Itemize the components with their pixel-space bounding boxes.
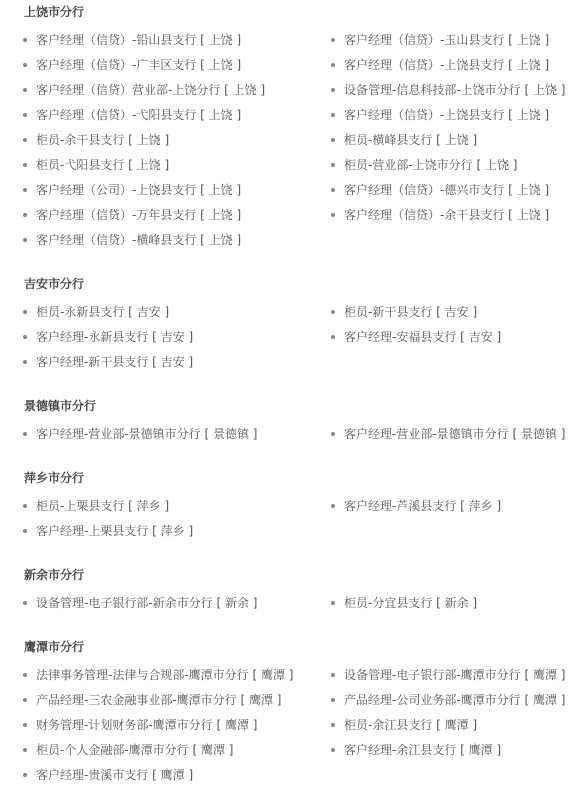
job-title-text: 产品经理-三农金融事业部-鹰潭市分行 [ 鹰潭 ] — [36, 693, 282, 707]
branch-title: 萍乡市分行 — [24, 471, 85, 485]
job-list-item[interactable] — [308, 56, 578, 81]
bullet-icon — [23, 113, 27, 117]
bullet-icon — [23, 748, 27, 752]
job-list-item[interactable] — [0, 328, 308, 353]
job-list-item[interactable] — [308, 31, 578, 56]
bullet-icon — [23, 138, 27, 142]
bullet-icon — [331, 432, 335, 436]
job-title-text: 客户经理（信贷）-德兴市支行 [ 上饶 ] — [344, 183, 550, 197]
bullet-icon — [331, 335, 335, 339]
job-list-item[interactable] — [0, 303, 308, 328]
job-list-item[interactable] — [308, 206, 578, 231]
job-title-text: 客户经理-余江县支行 [ 鹰潭 ] — [344, 743, 502, 757]
job-list-item[interactable] — [0, 353, 308, 378]
job-list-item[interactable] — [0, 81, 308, 106]
job-list — [0, 31, 578, 256]
bullet-icon — [23, 432, 27, 436]
job-title-text: 产品经理-公司业务部-鹰潭市分行 [ 鹰潭 ] — [344, 693, 566, 707]
bullet-icon — [23, 335, 27, 339]
job-title-text: 设备管理-电子银行部-鹰潭市分行 [ 鹰潭 ] — [344, 668, 566, 682]
bullet-icon — [23, 723, 27, 727]
job-title-text: 客户经理-新干县支行 [ 吉安 ] — [36, 355, 194, 369]
bullet-icon — [331, 748, 335, 752]
job-list-item[interactable] — [0, 522, 308, 547]
bullet-icon — [331, 213, 335, 217]
job-list-item[interactable] — [308, 425, 578, 450]
job-list-item[interactable] — [0, 131, 308, 156]
branch-title: 鹰潭市分行 — [24, 640, 85, 654]
job-title-text: 客户经理（信贷）-上饶县支行 [ 上饶 ] — [344, 108, 550, 122]
job-list-item[interactable] — [0, 206, 308, 231]
job-title-text: 客户经理（信贷）-广丰区支行 [ 上饶 ] — [36, 58, 242, 72]
bullet-icon — [23, 188, 27, 192]
bullet-icon — [331, 113, 335, 117]
bullet-icon — [23, 310, 27, 314]
job-list-item[interactable] — [308, 716, 578, 741]
job-title-text: 柜员-余干县支行 [ 上饶 ] — [36, 133, 170, 147]
job-list-item[interactable] — [0, 666, 308, 691]
job-title-text: 客户经理（信贷）营业部-上饶分行 [ 上饶 ] — [36, 83, 266, 97]
job-title-text: 客户经理-安福县支行 [ 吉安 ] — [344, 330, 502, 344]
job-title-text: 客户经理-营业部-景德镇市分行 [ 景德镇 ] — [36, 427, 258, 441]
job-title-text: 客户经理（信贷）-铅山县支行 [ 上饶 ] — [36, 33, 242, 47]
job-title-text: 客户经理（信贷）-横峰县支行 [ 上饶 ] — [36, 233, 242, 247]
job-title-text: 客户经理（信贷）-玉山县支行 [ 上饶 ] — [344, 33, 550, 47]
bullet-icon — [23, 88, 27, 92]
job-title-text: 柜员-永新县支行 [ 吉安 ] — [36, 305, 170, 319]
bullet-icon — [331, 38, 335, 42]
job-title-text: 柜员-余江县支行 [ 鹰潭 ] — [344, 718, 478, 732]
bullet-icon — [23, 238, 27, 242]
job-title-text: 设备管理-信息科技部-上饶市分行 [ 上饶 ] — [344, 83, 566, 97]
job-title-text: 柜员-新干县支行 [ 吉安 ] — [344, 305, 478, 319]
job-title-text: 柜员-分宜县支行 [ 新余 ] — [344, 596, 478, 610]
job-list-item[interactable] — [308, 81, 578, 106]
bullet-icon — [23, 601, 27, 605]
job-list-item[interactable] — [0, 231, 308, 256]
job-list-item[interactable] — [0, 31, 308, 56]
job-title-text: 柜员-上栗县支行 [ 萍乡 ] — [36, 499, 170, 513]
job-title-text: 柜员-弋阳县支行 [ 上饶 ] — [36, 158, 170, 172]
job-title-text: 法律事务管理-法律与合规部-鹰潭市分行 [ 鹰潭 ] — [36, 668, 294, 682]
job-title-text: 柜员-横峰县支行 [ 上饶 ] — [344, 133, 478, 147]
bullet-icon — [23, 163, 27, 167]
job-list-item[interactable] — [308, 691, 578, 716]
bullet-icon — [331, 138, 335, 142]
job-list-item[interactable] — [308, 131, 578, 156]
job-list-item[interactable] — [0, 766, 308, 791]
branch-title: 吉安市分行 — [24, 277, 85, 291]
bullet-icon — [331, 63, 335, 67]
job-list-item[interactable] — [0, 716, 308, 741]
job-list-item[interactable] — [0, 594, 308, 619]
job-list-item[interactable] — [0, 156, 308, 181]
bullet-icon — [23, 38, 27, 42]
job-list-item[interactable] — [0, 56, 308, 81]
bullet-icon — [331, 601, 335, 605]
job-title-text: 客户经理（信贷）-万年县支行 [ 上饶 ] — [36, 208, 242, 222]
job-list-item[interactable] — [0, 741, 308, 766]
job-list-item[interactable] — [308, 497, 578, 522]
job-title-text: 客户经理（信贷）-弋阳县支行 [ 上饶 ] — [36, 108, 242, 122]
job-title-text: 客户经理-永新县支行 [ 吉安 ] — [36, 330, 194, 344]
bullet-icon — [23, 773, 27, 777]
bullet-icon — [23, 213, 27, 217]
job-list-item[interactable] — [0, 691, 308, 716]
branch-title: 新余市分行 — [24, 568, 85, 582]
job-title-text: 客户经理（公司）-上饶县支行 [ 上饶 ] — [36, 183, 242, 197]
job-title-text: 客户经理-营业部-景德镇市分行 [ 景德镇 ] — [344, 427, 566, 441]
bullet-icon — [23, 504, 27, 508]
bullet-icon — [23, 63, 27, 67]
job-list — [0, 303, 578, 378]
job-list-item[interactable] — [308, 328, 578, 353]
branch-title: 上饶市分行 — [24, 5, 85, 19]
job-list-item[interactable] — [0, 425, 308, 450]
job-title-text: 客户经理（信贷）-余干县支行 [ 上饶 ] — [344, 208, 550, 222]
job-list-item[interactable] — [308, 666, 578, 691]
job-list-item[interactable] — [308, 594, 578, 619]
job-list — [0, 497, 578, 547]
bullet-icon — [331, 188, 335, 192]
job-title-text: 柜员-个人金融部-鹰潭市分行 [ 鹰潭 ] — [36, 743, 234, 757]
bullet-icon — [331, 673, 335, 677]
job-title-text: 财务管理-计划财务部-鹰潭市分行 [ 鹰潭 ] — [36, 718, 258, 732]
job-title-text: 客户经理（信贷）-上饶县支行 [ 上饶 ] — [344, 58, 550, 72]
job-title-text: 客户经理-上栗县支行 [ 萍乡 ] — [36, 524, 194, 538]
bullet-icon — [331, 310, 335, 314]
job-title-text: 客户经理-贵溪市支行 [ 鹰潭 ] — [36, 768, 194, 782]
job-title-text: 柜员-营业部-上饶市分行 [ 上饶 ] — [344, 158, 518, 172]
bullet-icon — [331, 723, 335, 727]
job-list-item[interactable] — [0, 181, 308, 206]
job-list — [0, 425, 578, 450]
bullet-icon — [331, 163, 335, 167]
bullet-icon — [23, 529, 27, 533]
bullet-icon — [23, 698, 27, 702]
bullet-icon — [331, 88, 335, 92]
job-list-item[interactable] — [308, 303, 578, 328]
job-list-item[interactable] — [308, 156, 578, 181]
bullet-icon — [23, 673, 27, 677]
job-list — [0, 666, 578, 791]
job-title-text: 客户经理-芦溪县支行 [ 萍乡 ] — [344, 499, 502, 513]
job-list-item[interactable] — [0, 497, 308, 522]
job-list-item[interactable] — [308, 741, 578, 766]
branch-title: 景德镇市分行 — [24, 399, 97, 413]
job-list-item[interactable] — [308, 106, 578, 131]
job-title-text: 设备管理-电子银行部-新余市分行 [ 新余 ] — [36, 596, 258, 610]
bullet-icon — [23, 360, 27, 364]
bullet-icon — [331, 698, 335, 702]
bullet-icon — [331, 504, 335, 508]
job-list — [0, 594, 578, 619]
job-list-item[interactable] — [0, 106, 308, 131]
job-list-item[interactable] — [308, 181, 578, 206]
